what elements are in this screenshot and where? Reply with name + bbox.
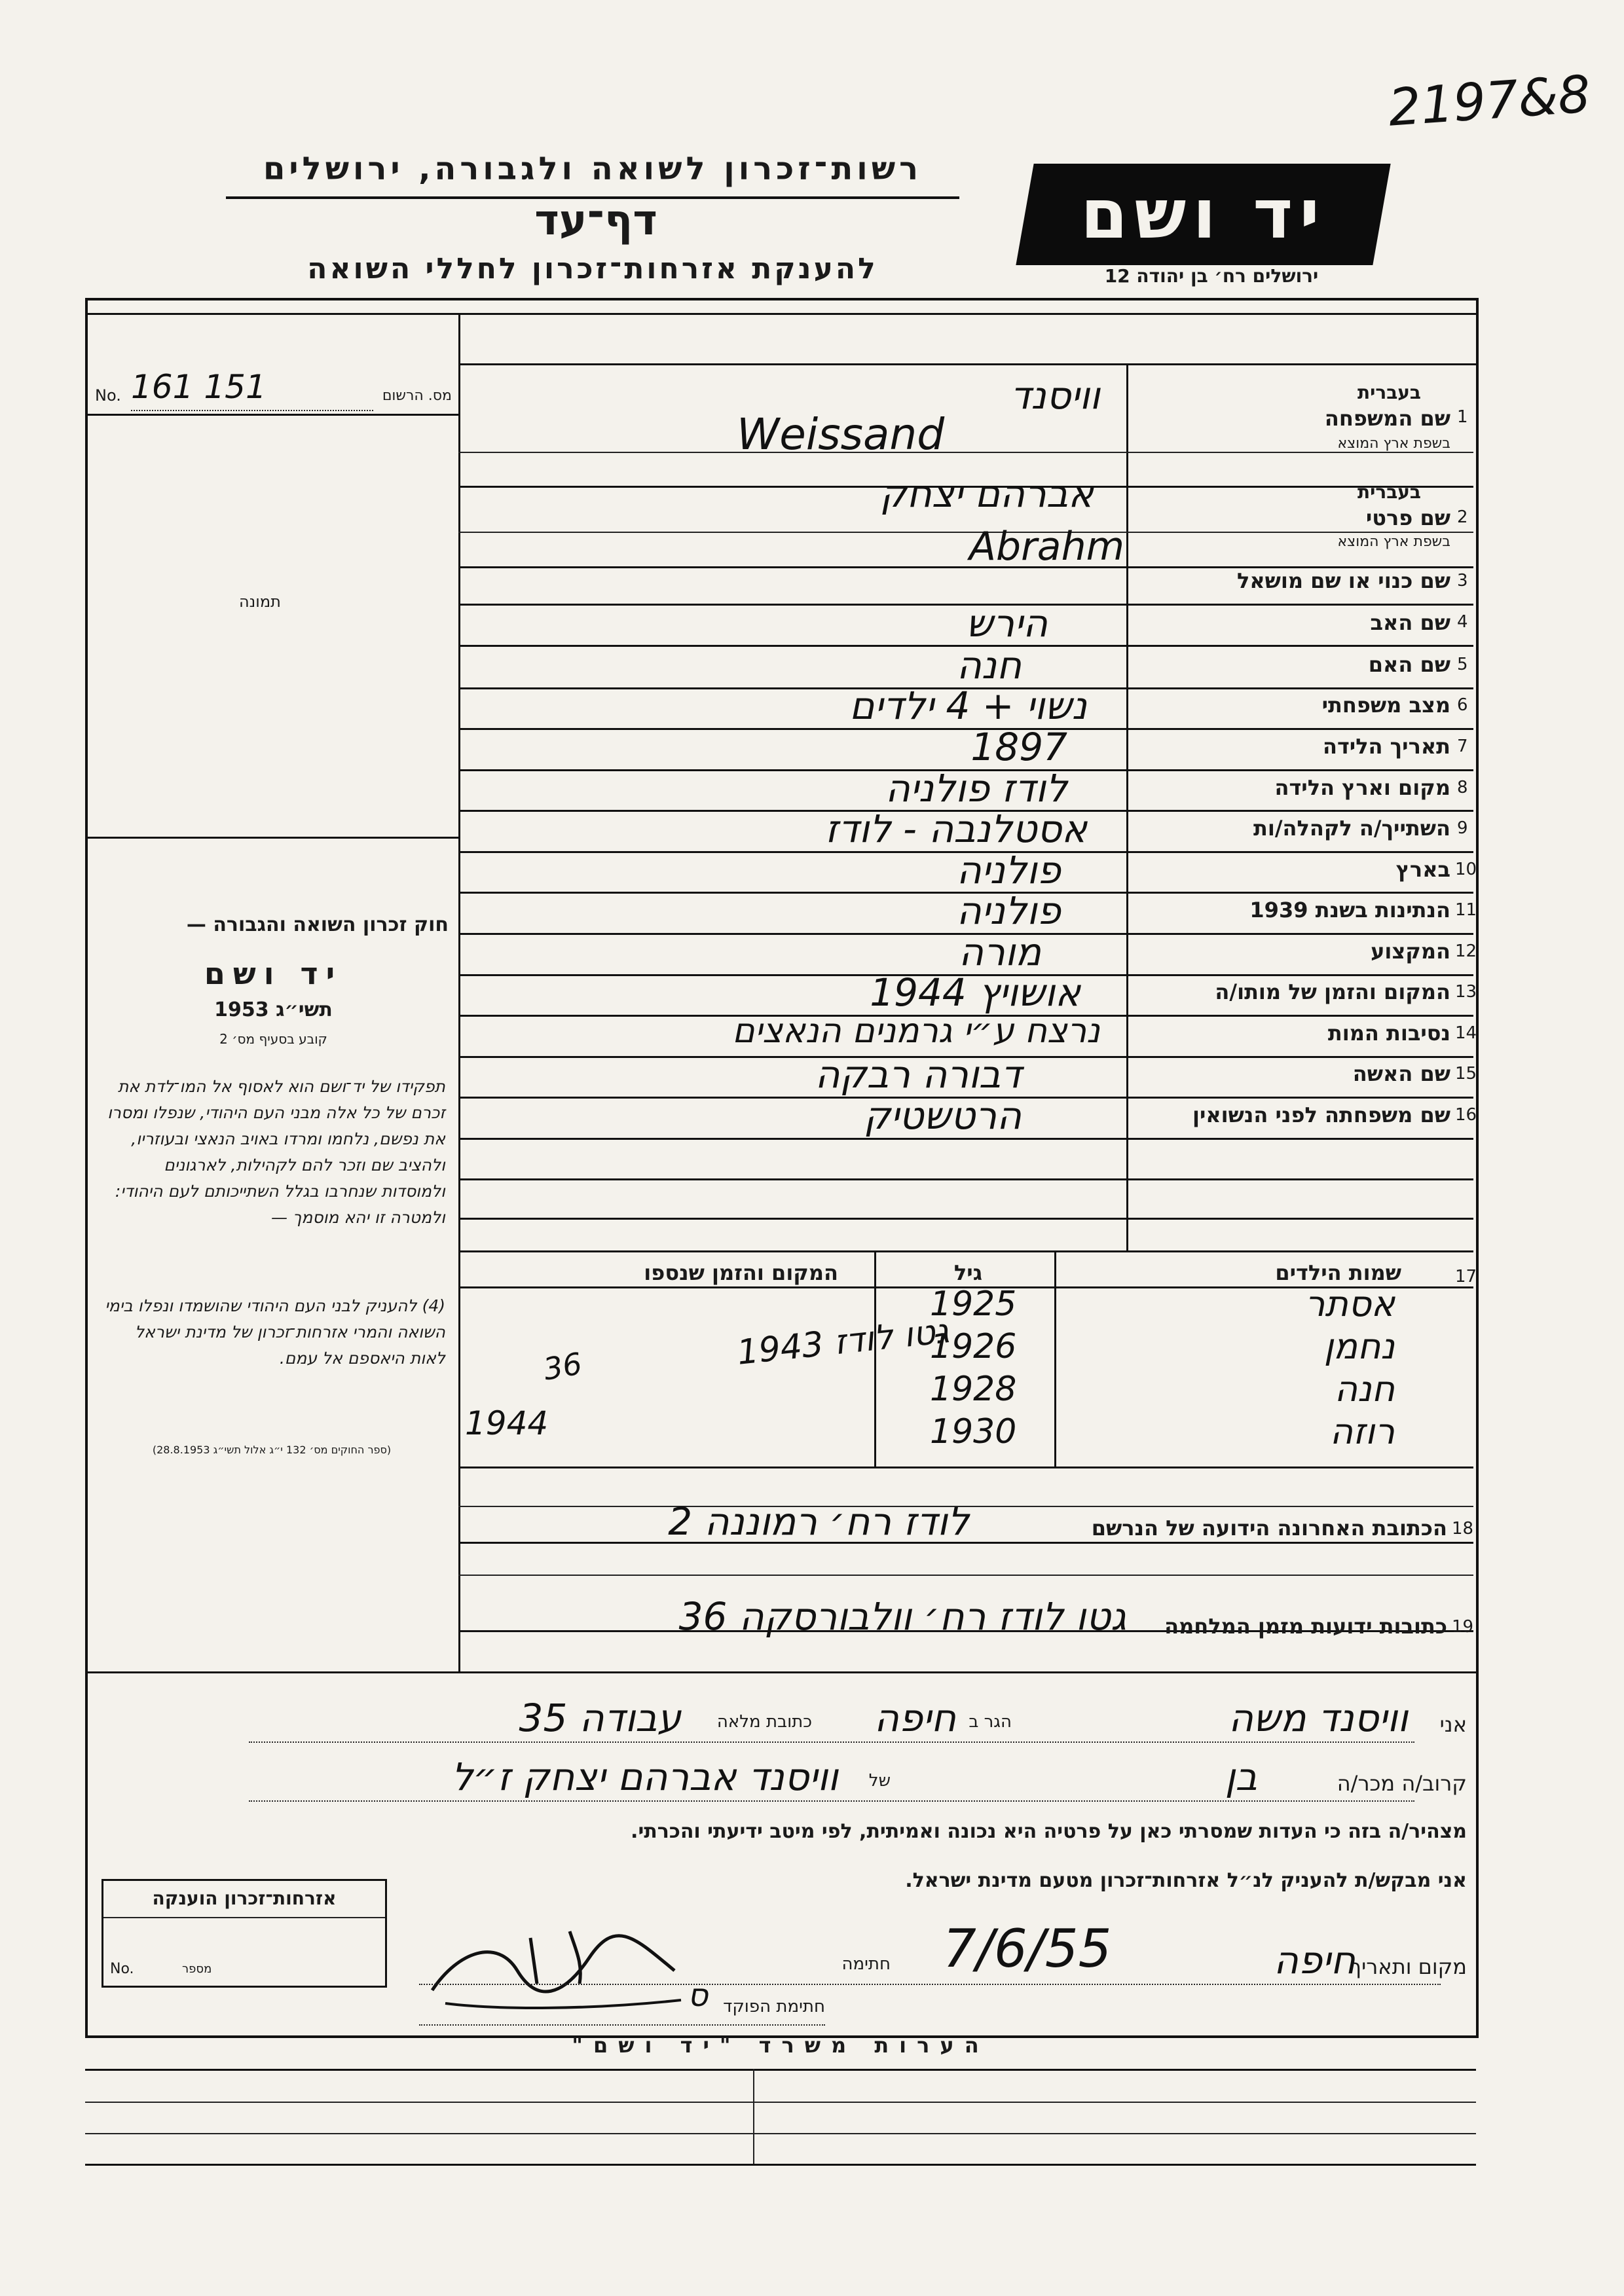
field-4-label: שם האב	[1370, 610, 1450, 635]
declaration-relative-label: קרוב/ה מכר/ה	[1337, 1771, 1467, 1796]
field-10-number: 10	[1455, 860, 1477, 879]
field-7-value: 1897	[970, 725, 1067, 769]
field-7-label: תאריך הלידה	[1322, 734, 1450, 759]
field-9-value: אסטלנבה - לודז	[825, 807, 1087, 851]
field-13-label: המקום והזמן של מותו/ה	[1215, 979, 1450, 1004]
field-14-number: 14	[1455, 1023, 1477, 1043]
declaration-of-value: וויסנד אברהם יצחק ז״ל	[451, 1755, 838, 1799]
field-15-label: שם האשה	[1352, 1061, 1450, 1086]
field-1-value-hebrew: וויסנד	[1010, 373, 1100, 418]
field-13-number: 13	[1455, 982, 1477, 1002]
place-date-label: מקום ותאריך	[1350, 1954, 1467, 1979]
signature-label: חתימה	[841, 1954, 891, 1974]
authority-title: רשות־זכרון לשואה ולגבורה, ירושלים	[263, 151, 923, 187]
field-5-number: 5	[1457, 655, 1468, 674]
office-notes-divider	[753, 2069, 754, 2164]
law-year: תשי״ג 1953	[214, 998, 333, 1021]
field-11-label: הנתינות בשנת 1939	[1249, 898, 1450, 922]
field-16-number: 16	[1455, 1105, 1477, 1125]
field-2-number: 2	[1457, 507, 1468, 527]
registration-line	[85, 414, 458, 416]
declaration-of-label: של	[868, 1771, 891, 1791]
child-2-name: נחמן	[1323, 1326, 1395, 1367]
field-16-value: הרטשטיק	[863, 1093, 1022, 1138]
children-col-divider-1	[1054, 1250, 1056, 1467]
child-2-year: 1926	[930, 1327, 1017, 1366]
address-line-19a	[458, 1575, 1473, 1576]
field-18-label: הכתובת האחרונה הידועה של הנרשם	[1091, 1516, 1447, 1540]
children-place-header: המקום והזמן שנספו	[644, 1260, 838, 1285]
declaration-resident-label: הגר ב	[969, 1712, 1012, 1732]
declaration-request: אני מבקש/ת להעניק לנ״ל אזרחות־זכרון מטעם מדינת ישראל.	[905, 1869, 1467, 1892]
date-value: 7/6/55	[943, 1918, 1112, 1979]
office-notes-line-3	[85, 2133, 1476, 2134]
field-6-label: מצב משפחתי	[1321, 693, 1450, 718]
field-4-number: 4	[1457, 612, 1468, 632]
stamp-box-number-label: מספר	[182, 1962, 212, 1976]
field-11-value: פולניה	[956, 888, 1061, 933]
children-names-header: שמות הילדים	[1275, 1260, 1401, 1285]
declaration-statement: מצהיר/ה בזה כי העדות שמסרתי כאן על פרטיה היא נכונה ואמיתית, לפי מיטב ידיעתי והכרתי.	[631, 1820, 1467, 1843]
field-1-number: 1	[1457, 407, 1468, 427]
field-2-hebrew-sublabel: בעברית	[1357, 481, 1421, 503]
top-band-line	[85, 313, 1476, 315]
office-notes-title: הערות משרד "יד ושם"	[572, 2033, 989, 2058]
field-18-number: 18	[1452, 1519, 1474, 1539]
field-12-value: מורה	[959, 930, 1041, 974]
field-19-number: 19	[1452, 1617, 1474, 1637]
field-11-number: 11	[1455, 900, 1477, 920]
declaration-line-2	[249, 1800, 1414, 1802]
declaration-top-line	[85, 1671, 1476, 1673]
field-9-label: השתייך/ה לקהלה/ות	[1253, 816, 1450, 841]
field-3-number: 3	[1457, 571, 1468, 591]
child-3-year: 1928	[930, 1370, 1017, 1409]
field-8-label: מקום וארץ הלידה	[1274, 775, 1450, 800]
field-6-number: 6	[1457, 695, 1468, 715]
law-name: יד ושם	[204, 956, 343, 991]
label-column-divider	[1126, 363, 1128, 1250]
field-8-number: 8	[1457, 778, 1468, 797]
catalog-number: 2197&8	[1386, 65, 1593, 138]
office-notes-line-1	[85, 2069, 1476, 2071]
field-5-label: שם האם	[1368, 652, 1450, 677]
child-3-name: חנה	[1334, 1368, 1395, 1410]
field-4-value: הירש	[966, 601, 1048, 646]
form-subtitle: להענקת אזרחות־זכרון לחללי השואה	[307, 252, 878, 285]
field-15-value: דבורה רבקה	[815, 1052, 1022, 1097]
law-section: קובע בסעיף מס׳ 2	[219, 1031, 327, 1047]
children-bottom-line	[458, 1467, 1473, 1468]
logo-address: ירושלים רח׳ בן יהודה 12	[1104, 265, 1319, 287]
child-4-name: רוזה	[1329, 1411, 1395, 1452]
form-title: דף־עד	[534, 196, 657, 245]
office-notes-bottom	[85, 2164, 1476, 2166]
law-source: (ספר החוקים מס׳ 132 י״ג אלול תשי״ג 28.8.1953)	[152, 1444, 392, 1456]
declaration-resident-value: חיפה	[874, 1696, 956, 1740]
field-15-number: 15	[1455, 1064, 1477, 1084]
children-age-header: גיל	[953, 1260, 982, 1285]
registration-number: No. 161 151 מס. הרשום	[95, 373, 452, 412]
children-place-note-2: 36	[540, 1345, 585, 1387]
office-notes-line-2	[85, 2102, 1476, 2103]
field-17-number: 17	[1455, 1267, 1477, 1286]
top-band-line-2	[458, 363, 1476, 365]
field-12-label: המקצוע	[1371, 939, 1450, 964]
declarant-signature	[419, 1912, 694, 2016]
declaration-address-label: כתובת מלאה	[716, 1712, 812, 1732]
field-2-value-hebrew: אברהם יצחק	[879, 471, 1094, 516]
declaration-i-value: וויסנד משה	[1228, 1696, 1408, 1740]
field-5-value: חנה	[956, 643, 1022, 687]
field-1-hebrew-sublabel: בעברית	[1357, 382, 1421, 403]
field-16-label: שם משפחתה לפני הנשואין	[1192, 1102, 1450, 1127]
field-10-value: פולניה	[956, 848, 1061, 892]
stamp-box-number-prefix: No.	[110, 1961, 134, 1977]
field-19-value: גטו לודז רח׳ וולבורסקה 36	[678, 1594, 1126, 1639]
child-1-year: 1925	[930, 1285, 1017, 1324]
declaration-line-1	[249, 1741, 1414, 1743]
law-paragraph-1: תפקידו של יד־ושם הוא לאסוף אל המו־לדת את זכרם של כל אלה מבני העם היהודי, שנפלו ומסרו את נפשם, נלחמו ומרדו באויב הנאצי ובעוזריו, ולהציב שם וזכר להם לקהילות, לארגונים ולמוסדות שנחרבו בגלל השתייכותם לעם היהודי: ולמטרה זו יהא מוסמך —	[107, 1077, 445, 1227]
field-14-label: נסיבות המות	[1327, 1021, 1450, 1046]
field-2-origin-sublabel: בשפת ארץ המוצא	[1337, 534, 1450, 550]
signature-line	[419, 1984, 1441, 1985]
children-place-note: גטו לודז 1943	[735, 1311, 951, 1373]
field-8-value: לודז פולניה	[885, 766, 1067, 811]
official-signature-label: חתימת הפוקד	[723, 1997, 825, 2016]
yad-vashem-logo: יד ושם	[1016, 164, 1390, 265]
place-value: חיפה	[1274, 1938, 1356, 1982]
stamp-box-title: אזרחות־זכרון הוענקה	[152, 1887, 337, 1909]
field-3-label: שם כנוי או שם מושאל	[1236, 568, 1450, 593]
declaration-address-value: עבודה 35	[519, 1696, 681, 1740]
field-2-label: שם פרטי	[1365, 505, 1450, 530]
child-4-year: 1930	[930, 1412, 1017, 1451]
field-9-number: 9	[1457, 818, 1468, 838]
official-signature-value: ס	[688, 1977, 709, 2014]
law-paragraph-2: (4) להעניק לבני העם היהודי שהושמדו ונפלו בימי השואה והמרי אזרחות־זכרון של מדינת ישראל לאות היאספם אל עמם.	[105, 1296, 445, 1368]
field-1-origin-sublabel: בשפת ארץ המוצא	[1337, 435, 1450, 452]
photo-bottom-line	[85, 837, 458, 839]
field-6-value: נשוי + 4 ילדים	[849, 683, 1087, 728]
child-1-name: אסתר	[1304, 1283, 1395, 1324]
field-18-value: לודז רח׳ רמוננה 2	[668, 1499, 969, 1544]
field-13-value: אושויץ 1944	[870, 970, 1080, 1015]
field-10-label: בארץ	[1395, 857, 1450, 882]
field-19-label: כתובות ידועות מזמן המלחמה	[1164, 1614, 1447, 1639]
law-title: חוק זכרון השואה והגבורה —	[186, 913, 449, 936]
field-7-number: 7	[1457, 737, 1468, 756]
official-signature-line	[419, 2024, 825, 2026]
field-12-number: 12	[1455, 941, 1477, 961]
field-1-label: שם המשפחה	[1324, 406, 1450, 431]
photo-label: תמונה	[239, 592, 281, 611]
declaration-relative-value: בן	[1225, 1755, 1257, 1799]
declaration-i-label: אני	[1439, 1712, 1467, 1737]
field-2-value-origin: Abrahm	[969, 524, 1125, 570]
citizenship-stamp-box	[101, 1879, 387, 1988]
children-place-note-3: 1944	[465, 1404, 549, 1442]
field-1-value-origin: Weissand	[737, 409, 945, 460]
field-14-value: נרצח ע״י גרמנים הנאצים	[732, 1011, 1100, 1051]
